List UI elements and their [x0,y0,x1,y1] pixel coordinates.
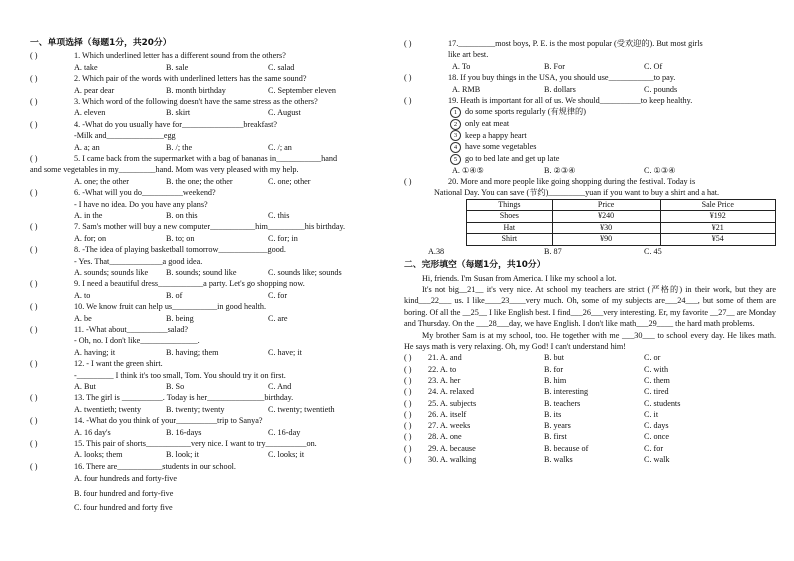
answer-paren[interactable]: ( ) [30,188,38,198]
question-stem: 7. Sam's mother will buy a new computer___________him_________his birthday. [74,222,346,232]
answer-paren[interactable]: ( ) [30,279,38,289]
question-4 [30,119,395,130]
cloze-question-row [404,375,776,386]
question-3 [30,96,395,107]
option-c[interactable]: C. days [644,421,669,431]
option-a[interactable]: 24. A. relaxed [428,387,474,397]
option-a[interactable]: A. RMB [452,84,481,94]
question-7 [30,221,395,232]
circled-number: 2 [450,119,461,130]
options-row [404,165,776,176]
options-row [404,246,776,257]
answer-paren[interactable]: ( ) [404,432,412,442]
option-c[interactable]: C. tired [644,387,669,397]
answer-paren[interactable]: ( ) [30,416,38,426]
answer-paren[interactable]: ( ) [404,96,412,105]
choice-text: keep a happy heart [465,130,527,140]
option-c[interactable]: C. for; in [268,233,298,243]
option-b[interactable]: B. look; it [166,450,199,460]
cloze-answer-list [404,352,776,465]
table-cell: ¥30 [552,222,660,234]
answer-paren[interactable]: ( ) [404,375,412,385]
option-b[interactable]: B. month birthday [166,85,226,95]
options-row [30,142,395,153]
option-a[interactable]: 28. A. one [428,432,462,442]
option-c[interactable]: C. with [644,364,669,374]
table-cell: ¥21 [660,222,775,234]
passage-paragraph-3: My brother Sam is at my school, too. He together with me ___30___ to school every day. He likes math. He says math is very relaxing. Oh, my God! I can't understand him! [404,330,776,351]
question-12 [30,358,395,369]
option-b[interactable]: B. twenty; twenty [166,404,225,414]
option-c[interactable]: C. August [268,108,301,118]
table-cell: Shirt [467,234,553,246]
option-b[interactable]: B. him [544,375,567,385]
option-a[interactable]: A. for; on [74,233,107,243]
option-c[interactable]: C. sounds like; sounds [268,268,342,278]
options-row [30,427,395,438]
answer-paren[interactable]: ( ) [30,461,38,471]
option-a[interactable]: 27. A. weeks [428,421,471,431]
left-column [30,38,395,516]
question-15 [30,438,395,449]
table-cell: ¥54 [660,234,775,246]
question-stem: 13. The girl is __________. Today is her______________birthday. [74,393,294,403]
option-c[interactable]: C. one; other [268,176,311,186]
question-stem: 2. Which pair of the words with underlined letters has the same sound? [74,74,307,84]
circled-number: 1 [450,107,461,118]
answer-paren[interactable]: ( ) [30,359,38,369]
answer-paren[interactable]: ( ) [404,387,412,397]
option-c[interactable]: C. once [644,432,670,442]
option-b[interactable]: B. walks [544,455,573,465]
option-c[interactable]: C. or [644,353,661,363]
option-a[interactable]: A. eleven [74,108,106,118]
options-row [30,381,395,392]
answer-paren[interactable]: ( ) [30,302,38,312]
options-row [30,62,395,73]
right-column [404,38,776,465]
question-14 [30,415,395,426]
table-cell: Shoes [467,211,553,223]
question-stem: 18. If you buy things in the USA, you should use___________to pay. [448,73,676,83]
option-a[interactable]: A. be [74,313,92,323]
question-stem: 19. Heath is important for all of us. We should__________to keep healthy. [448,96,693,105]
option-a[interactable]: A. having; it [74,347,116,357]
question-line2: -_________ I think it's too small, Tom. You should try it on first. [74,370,286,380]
question-11 [30,324,395,335]
option-c[interactable]: C. walk [644,455,670,465]
passage-paragraph-2: It's not big__21__ it's very nice. At school my teachers are strict (严格的) in their work, but they are kind___22___ us. I like____23____very much. Oh, some of my subjects are___24___, but some of them are boring. Of all the __25__ I like English best. I find___26___very interesting. Er, my favorite __27__ are Monday and Thursday. On the ___28___day, we have English. I don't like math___29____ the hard math problems. [404,284,776,329]
options-row [404,84,776,95]
option-b[interactable]: B. but [544,353,565,363]
question-stem: 10. We know fruit can help us___________in good health. [74,302,267,312]
table-cell: ¥90 [552,234,660,246]
table-header-cell: Price [552,199,660,211]
option-a[interactable]: A. take [74,62,98,72]
options-row [404,61,776,72]
options-row [30,347,395,358]
cloze-question-row [404,352,776,363]
question-line2: and some vegetables in my_________hand. Mom was very pleased with my help. [30,165,299,175]
option-b[interactable]: B. having; them [166,347,219,357]
section1-heading: 一、单项选择（每题1分，共20分） [30,38,172,48]
price-table [466,199,776,246]
option-a[interactable]: 25. A. subjects [428,398,477,408]
question-stem: 16. There are___________students in our school. [74,461,236,471]
question-5 [30,153,395,164]
option-b[interactable]: B. ②③④ [544,165,576,175]
question-line2: - I have no idea. Do you have any plans? [74,199,208,209]
q19-choice-item [404,118,776,130]
question-8 [30,244,395,255]
circled-number: 4 [450,142,461,153]
option-c[interactable]: C. it [644,409,659,419]
option-a[interactable]: A. sounds; sounds like [74,268,149,278]
option-b[interactable]: B. 16-days [166,427,202,437]
option-b[interactable]: B. its [544,409,562,419]
question-stem: 14. -What do you think of your__________trip to Sanya? [74,416,263,426]
answer-paren[interactable]: ( ) [30,222,38,232]
option-c[interactable]: C. them [644,375,670,385]
cloze-question-row [404,431,776,442]
option-a[interactable]: A. ①④⑤ [452,165,485,175]
option-b[interactable]: B. 87 [544,246,562,256]
q19-choice-item [404,106,776,118]
cloze-question-row [404,454,776,465]
q19-choice-list [404,106,776,164]
table-cell: ¥192 [660,211,775,223]
circled-number: 3 [450,130,461,141]
cloze-question-row [404,420,776,431]
question-16 [30,461,395,472]
option-b[interactable]: B. because of [544,443,589,453]
question-17 [404,38,776,49]
option-c[interactable]: C. this [268,211,290,221]
question-stem: 9. I need a beautiful dress___________a party. Let's go shopping now. [74,279,305,289]
option-a[interactable]: A. one; the other [74,176,130,186]
question-line2: -Milk and______________egg [74,131,176,141]
option-b[interactable]: B. sounds; sound like [166,268,237,278]
answer-paren[interactable]: ( ) [404,409,412,419]
option-a[interactable]: 22. A. to [428,364,457,374]
question-stem: 20. More and more people like going shopping during the festival. Today is [448,176,696,186]
question-stem: 11. -What about__________salad? [74,325,189,334]
q19-choice-item [404,141,776,153]
options-row [30,233,395,244]
section2-heading: 二、完形填空（每题1分，共10分） [404,260,546,271]
question-stem: 3. Which word of the following doesn't have the same stress as the others? [74,97,318,106]
option-a[interactable]: 26. A. itself [428,409,467,419]
option-a[interactable]: A. twentieth; twenty [74,404,142,414]
option-c[interactable]: C. ①③④ [644,165,676,175]
answer-paren[interactable]: ( ) [404,398,412,408]
option-a[interactable]: A. To [452,61,471,71]
option-a[interactable]: A. pear dear [74,85,115,95]
table-header-cell: Things [467,199,553,211]
answer-paren[interactable]: ( ) [30,325,38,334]
options-row [30,267,395,278]
answer-paren[interactable]: ( ) [404,364,412,374]
option-b[interactable]: B. for [544,364,564,374]
option-c[interactable]: C. for [268,290,288,300]
option-c[interactable]: C. four hundred and forty five [74,503,173,513]
q19-choice-item [404,130,776,142]
option-c[interactable]: C. And [268,382,292,392]
question-2 [30,73,395,84]
option-c[interactable]: C. salad [268,62,295,72]
table-header-row [467,199,776,211]
option-b[interactable]: B. first [544,432,567,442]
answer-paren[interactable]: ( ) [30,74,38,84]
option-a[interactable]: A. in the [74,211,103,221]
answer-paren[interactable]: ( ) [30,119,38,129]
cloze-question-row [404,398,776,409]
answer-paren[interactable]: ( ) [404,176,412,186]
options-row [30,404,395,415]
option-c[interactable]: C. /; an [268,142,292,152]
question-1 [30,50,395,61]
table-header-cell: Sale Price [660,199,775,211]
question-18 [404,72,776,83]
question-13 [30,392,395,403]
options-row [30,449,395,460]
option-b[interactable]: B. being [166,313,194,323]
option-b[interactable]: B. For [544,61,565,71]
option-b[interactable]: B. to; on [166,233,195,243]
option-c[interactable]: C. are [268,313,288,323]
q19-choice-item [404,153,776,165]
cloze-question-row [404,386,776,397]
option-c[interactable]: C. 45 [644,246,662,256]
option-c[interactable]: C. twenty; twentieth [268,404,335,414]
cloze-question-row [404,364,776,375]
option-c[interactable]: C. pounds [644,84,678,94]
option-c[interactable]: C. students [644,398,681,408]
choice-text: go to bed late and get up late [465,153,560,163]
option-b[interactable]: B. sale [166,62,189,72]
option-a[interactable]: 30. A. walking [428,455,477,465]
question-20 [404,176,776,187]
option-a[interactable]: A. a; an [74,142,100,152]
answer-paren[interactable]: ( ) [30,97,38,106]
answer-paren[interactable]: ( ) [404,455,412,465]
question-stem: 8. -The idea of playing basketball tomorrow____________good. [74,245,286,255]
option-c[interactable]: C. have; it [268,347,302,357]
answer-paren[interactable]: ( ) [404,39,412,48]
answer-paren[interactable]: ( ) [30,245,38,255]
question-stem: 5. I came back from the supermarket with a bag of bananas in___________hand [74,154,338,163]
options-row [30,210,395,221]
option-b[interactable]: B. /; the [166,142,193,152]
answer-paren[interactable]: ( ) [404,73,412,83]
circled-number: 5 [450,154,461,165]
passage-paragraph-1: Hi, friends. I'm Susan from America. I like my school a lot. [422,273,617,283]
options-row [30,107,395,118]
question-line2: - Oh, no. I don't like______________. [74,336,200,346]
answer-paren[interactable]: ( ) [30,393,38,403]
option-c[interactable]: C. looks; it [268,450,305,460]
option-b[interactable]: B. years [544,421,571,431]
answer-paren[interactable]: ( ) [30,439,38,448]
answer-paren[interactable]: ( ) [404,443,412,453]
option-a[interactable]: A. But [74,382,96,392]
options-row [30,313,395,324]
option-c[interactable]: C. 16-day [268,427,301,437]
question-stem: 12. - I want the green shirt. [74,359,163,369]
option-b[interactable]: B. on this [166,211,198,221]
option-b[interactable]: B. the one; the other [166,176,233,186]
table-cell: ¥240 [552,211,660,223]
table-row [467,211,776,223]
question-19 [404,95,776,106]
answer-paren[interactable]: ( ) [404,353,412,363]
option-b[interactable]: B. four hundred and forty-five [74,488,174,498]
question-stem: 17._________most boys, P. E. is the most popular (受欢迎的). But most girls [448,39,703,48]
option-b[interactable]: B. interesting [544,387,589,397]
choice-text: only eat meat [465,119,510,129]
question-line2: - Yes. That_____________a good idea. [74,256,203,266]
question-6 [30,187,395,198]
answer-paren[interactable]: ( ) [404,421,412,431]
table-row [467,222,776,234]
option-b[interactable]: B. of [166,290,183,300]
choice-text: do some sports regularly (有规律的) [465,107,586,117]
cloze-question-row [404,443,776,454]
option-a[interactable]: A. 16 day's [74,427,111,437]
question-line2: National Day. You can save (节约)_________yuan if you want to buy a shirt and a hat. [434,188,720,198]
question-9 [30,278,395,289]
options-row [30,176,395,187]
question-stem: 4. -What do you usually have for_______________breakfast? [74,119,278,129]
question-stem: 1. Which underlined letter has a different sound from the others? [74,51,286,61]
table-row [467,234,776,246]
option-a[interactable]: 23. A. her [428,375,461,385]
question-stem: 6. -What will you do__________weekend? [74,188,216,198]
question-stem: 15. This pair of shorts___________very nice. I want to try__________on. [74,439,317,448]
option-a[interactable]: A. to [74,290,91,300]
options-row [30,290,395,301]
option-c[interactable]: C. September eleven [268,85,336,95]
option-b[interactable]: B. So [166,382,185,392]
answer-paren[interactable]: ( ) [30,154,38,163]
option-a[interactable]: 29. A. because [428,443,476,453]
option-b[interactable]: B. dollars [544,84,576,94]
cloze-question-row [404,409,776,420]
option-c[interactable]: C. for [644,443,664,453]
option-a[interactable]: A. looks; them [74,450,123,460]
option-c[interactable]: C. Of [644,61,663,71]
option-b[interactable]: B. skirt [166,108,191,118]
question-10 [30,301,395,312]
question-line2: like art best. [448,50,489,60]
option-a[interactable]: A.38 [428,246,445,256]
table-cell: Hat [467,222,553,234]
option-a[interactable]: A. four hundreds and forty-five [74,474,177,484]
options-row [30,85,395,96]
option-a[interactable]: 21. A. and [428,353,462,363]
option-b[interactable]: B. teachers [544,398,581,408]
choice-text: have some vegetables [465,142,537,152]
answer-paren[interactable]: ( ) [30,51,38,61]
